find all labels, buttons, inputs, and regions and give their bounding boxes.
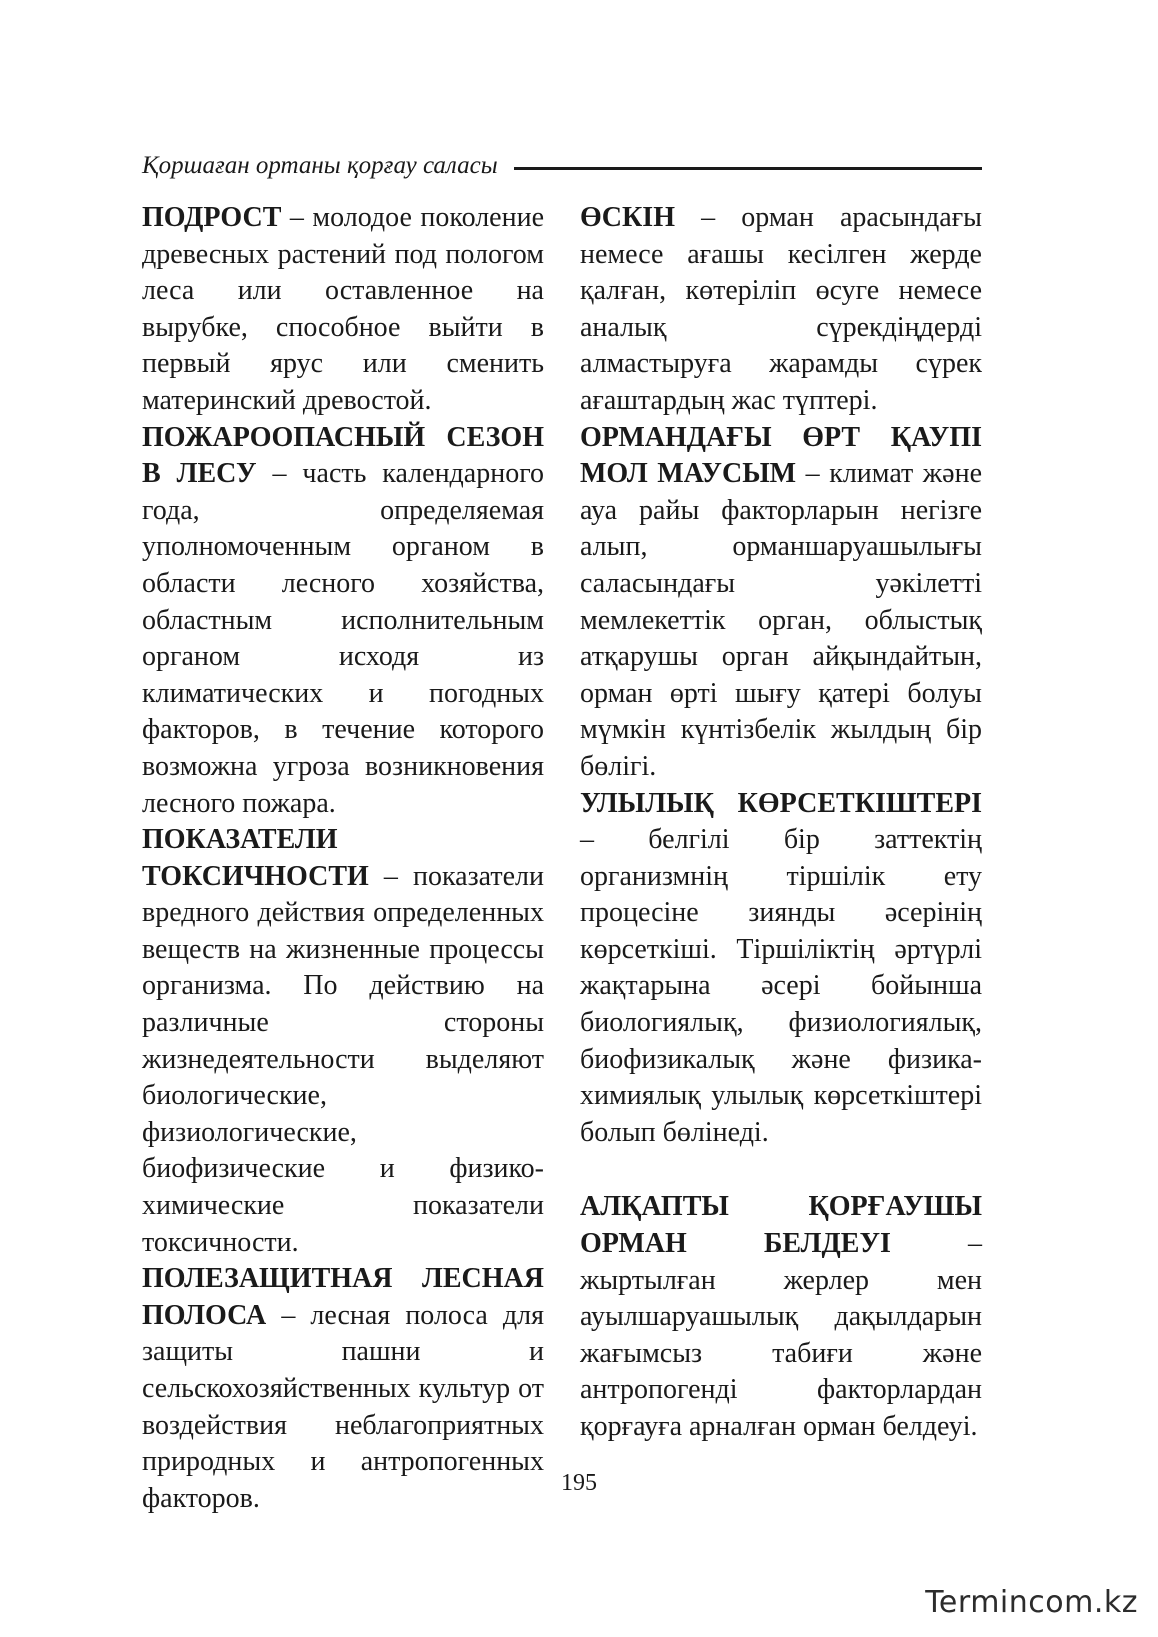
page-number: 195 — [561, 1470, 597, 1496]
entry-term: ПОДРОСТ — [142, 202, 282, 233]
entry-oskin — [580, 200, 982, 420]
entry-term: УЛЫЛЫҚ КӨРСЕТКІШТЕРІ — [580, 787, 982, 819]
left-column — [142, 200, 544, 1517]
entry-ulylyk-korsetkishteri — [580, 786, 982, 1152]
header-rule — [514, 167, 982, 170]
right-column — [580, 200, 982, 1446]
entry-term: ПОКАЗАТЕЛИ ТОКСИЧНОСТИ — [142, 824, 369, 892]
entry-term: АЛҚАПТЫ ҚОРҒАУШЫ ОРМАН БЕЛДЕУІ — [580, 1191, 982, 1260]
header-title: Қоршаған ортаны қорғау саласы — [142, 152, 498, 179]
running-header — [142, 148, 982, 184]
termincom-logo — [925, 1586, 1138, 1621]
entry-definition: – белгілі бір заттектің организмнің тіршілік ету процесіне зиянды әсерінің көрсеткіші. Тіршіліктің әртүрлі жақтарына әсері бойынша биологиялық, физиологиялық, биофизикалық және физика-химиялық улылық көрсеткіштері болып бөлінеді. — [580, 824, 982, 1148]
entry-definition: – часть календарного года, определяемая уполномоченным органом в области лесного хозяйства, областным исполнительным органом исходя из климатических и погодных факторов, в течение которого возможна угроза возникновения лесного пожара. — [142, 458, 544, 819]
entry-term: ПОЖАРООПАСНЫЙ СЕЗОН В ЛЕСУ — [142, 421, 544, 490]
entry-pozharoopasny-sezon — [142, 420, 544, 823]
logo-text: Termincom.kz — [925, 1585, 1138, 1620]
entry-pokazateli-toksichnosti — [142, 822, 544, 1261]
entry-definition: – молодое поколение древесных растений под пологом леса или оставленное на вырубке, способное выйти в первый ярус или сменить материнский древостой. — [142, 202, 545, 416]
entry-term: ОРМАНДАҒЫ ӨРТ ҚАУПІ МОЛ МАУСЫМ — [580, 421, 982, 490]
entry-ormandagy-ort-kaupi — [580, 420, 982, 786]
entry-term: ӨСКІН — [580, 202, 675, 233]
entry-term: ПОЛЕЗАЩИТНАЯ ЛЕСНАЯ ПОЛОСА — [142, 1263, 544, 1331]
entry-alkapty-korgaushy — [580, 1189, 982, 1445]
entry-definition: – лесная полоса для защиты пашни и сельскохозяйственных культур от воздействия неблагоприятных природных и антропогенных факторов. — [142, 1299, 545, 1514]
entry-definition: – показатели вредного действия определенных веществ на жизненные процессы организма. По действию на различные стороны жизнедеятельности выделяют биологические, физиологические, биофизические и физико-химические показатели токсичности. — [142, 860, 544, 1258]
entry-definition: – климат және ауа райы факторларын негізге алып, орманшаруашылығы саласындағы уәкілетті мемлекеттік орган, облыстық атқарушы орган айқындайтын, орман өрті шығу қатері болуы мүмкін күнтізбелік жылдың бір бөлігі. — [580, 458, 982, 782]
entry-definition: – жыртылған жерлер мен ауылшаруашылық дақылдарын жағымсыз табиғи және антропогенді факторлардан қорғауға арналған орман белдеуі. — [580, 1228, 982, 1442]
entry-definition: – орман арасындағы немесе ағашы кесілген жерде қалған, көтеріліп өсуге немесе аналық сүрекдіңдерді алмастыруға жарамды сүрек ағаштардың жас түптері. — [580, 202, 982, 416]
entry-podrost — [142, 200, 544, 420]
